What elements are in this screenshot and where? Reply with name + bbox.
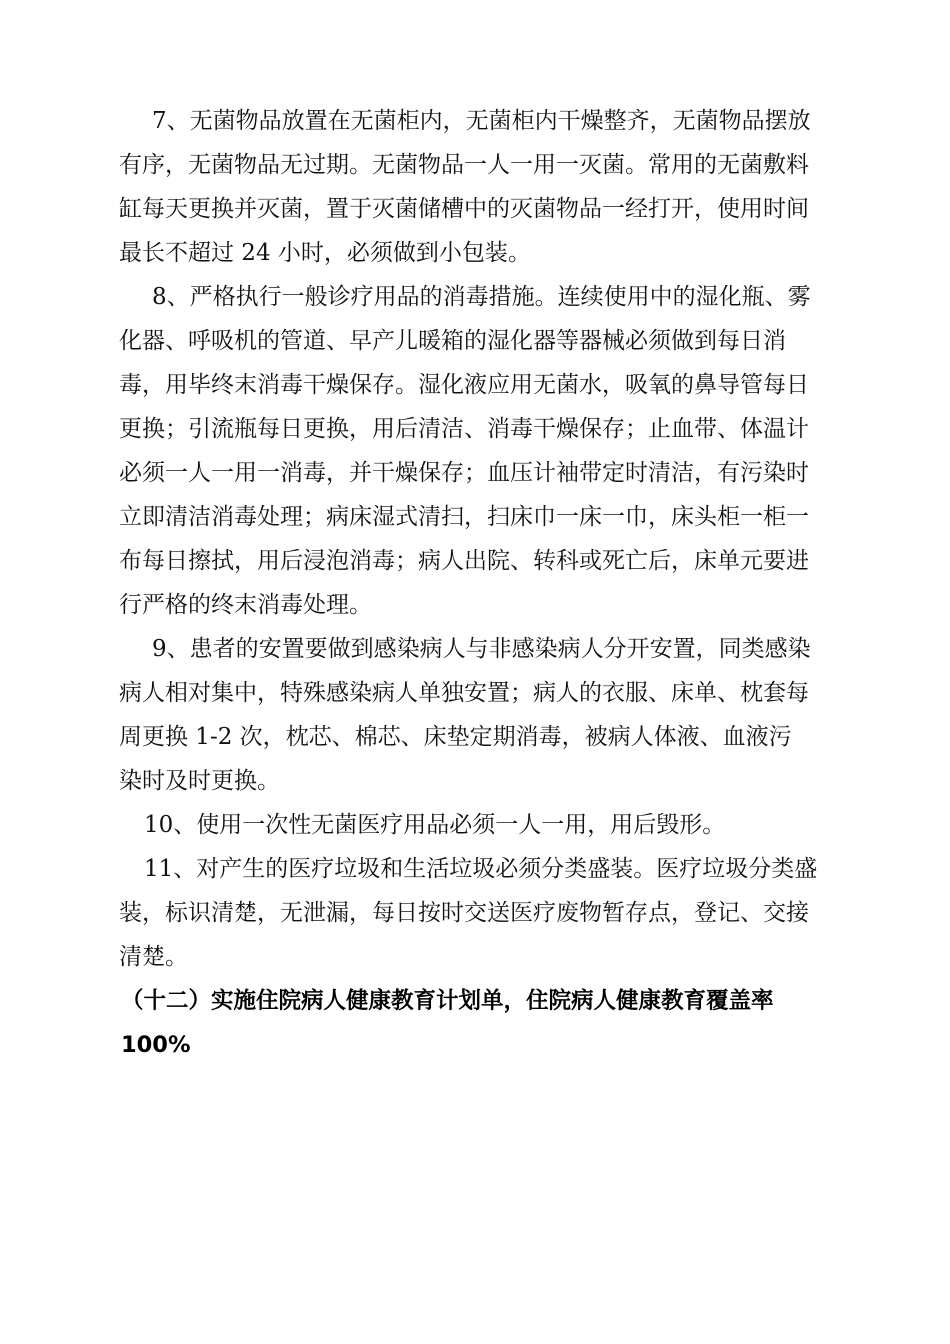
- paragraph-7-line-2: 有序，无菌物品无过期。无菌物品一人一用一灭菌。常用的无菌敷料: [119, 152, 809, 178]
- paragraph-11-line-2: 装，标识清楚，无泄漏，每日按时交送医疗废物暂存点，登记、交接: [119, 900, 809, 926]
- paragraph-9-line-2: 病人相对集中，特殊感染病人单独安置；病人的衣服、床单、枕套每: [119, 680, 809, 706]
- section-heading-line-1: （十二）实施住院病人健康教育计划单，住院病人健康教育覆盖率: [121, 988, 774, 1014]
- paragraph-11-line-1: 11、对产生的医疗垃圾和生活垃圾必须分类盛装。医疗垃圾分类盛: [144, 856, 818, 882]
- paragraph-8-line-4: 更换；引流瓶每日更换，用后清洁、消毒干燥保存；止血带、体温计: [119, 416, 809, 442]
- paragraph-8-line-5: 必须一人一用一消毒，并干燥保存；血压计袖带定时清洁，有污染时: [119, 460, 809, 486]
- paragraph-8-line-8: 行严格的终末消毒处理。: [119, 592, 372, 618]
- paragraph-8-line-7: 布每日擦拭，用后浸泡消毒；病人出院、转科或死亡后，床单元要进: [119, 548, 809, 574]
- paragraph-7-line-1: 7、无菌物品放置在无菌柜内，无菌柜内干燥整齐，无菌物品摆放: [152, 108, 811, 134]
- paragraph-9-line-1: 9、患者的安置要做到感染病人与非感染病人分开安置，同类感染: [152, 636, 811, 662]
- paragraph-8-line-3: 毒，用毕终末消毒干燥保存。湿化液应用无菌水，吸氧的鼻导管每日: [119, 372, 809, 398]
- paragraph-8-line-2: 化器、呼吸机的管道、早产儿暖箱的湿化器等器械必须做到每日消: [119, 328, 786, 354]
- paragraph-8-line-1: 8、严格执行一般诊疗用品的消毒措施。连续使用中的湿化瓶、雾: [152, 284, 811, 310]
- paragraph-7-line-3: 缸每天更换并灭菌，置于灭菌储槽中的灭菌物品一经打开，使用时间: [119, 196, 809, 222]
- paragraph-9-line-3: 周更换 1-2 次，枕芯、棉芯、床垫定期消毒，被病人体液、血液污: [119, 724, 792, 750]
- paragraph-7-line-4: 最长不超过 24 小时，必须做到小包装。: [119, 240, 531, 266]
- paragraph-9-line-4: 染时及时更换。: [119, 768, 280, 794]
- section-heading-line-2: 100%: [121, 1032, 191, 1058]
- paragraph-10-line-1: 10、使用一次性无菌医疗用品必须一人一用，用后毁形。: [144, 812, 726, 838]
- paragraph-11-line-3: 清楚。: [119, 944, 188, 970]
- paragraph-8-line-6: 立即清洁消毒处理；病床湿式清扫，扫床巾一床一巾，床头柜一柜一: [119, 504, 809, 530]
